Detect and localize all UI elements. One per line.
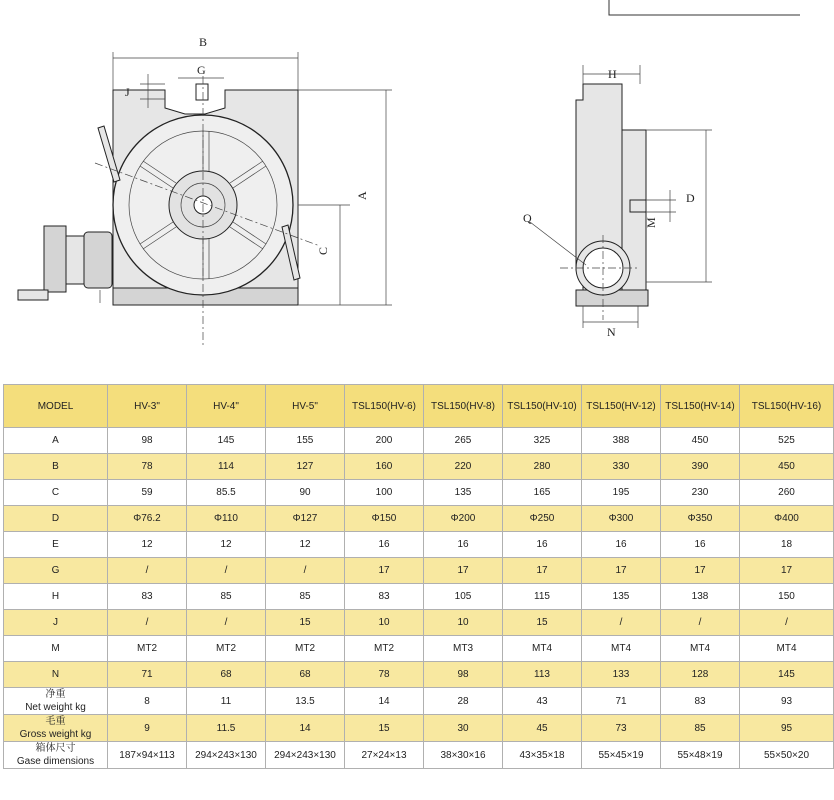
table-cell: 187×94×113 bbox=[108, 742, 187, 769]
side-view bbox=[523, 65, 712, 339]
table-cell: 68 bbox=[266, 662, 345, 688]
table-header-row bbox=[4, 385, 834, 428]
table-row-h bbox=[4, 584, 834, 610]
table-cell: 525 bbox=[740, 428, 834, 454]
table-cell: Φ110 bbox=[187, 506, 266, 532]
table-cell: 195 bbox=[582, 480, 661, 506]
table-cell: Φ300 bbox=[582, 506, 661, 532]
dim-label-c: C bbox=[316, 246, 330, 255]
table-cell: / bbox=[740, 610, 834, 636]
table-cell: / bbox=[108, 558, 187, 584]
table-cell: 16 bbox=[661, 532, 740, 558]
header-cell: HV-4" bbox=[187, 385, 266, 428]
table-cell: MT4 bbox=[661, 636, 740, 662]
row-label: N bbox=[4, 662, 108, 688]
table-cell: 390 bbox=[661, 454, 740, 480]
table-cell: 38×30×16 bbox=[424, 742, 503, 769]
spec-table bbox=[3, 384, 834, 769]
table-cell: MT3 bbox=[424, 636, 503, 662]
table-cell: 85 bbox=[266, 584, 345, 610]
table-cell: 85.5 bbox=[187, 480, 266, 506]
table-cell: 127 bbox=[266, 454, 345, 480]
table-cell: 83 bbox=[345, 584, 424, 610]
table-cell: 16 bbox=[503, 532, 582, 558]
table-row-m bbox=[4, 636, 834, 662]
table-cell: 85 bbox=[661, 715, 740, 742]
table-cell: 71 bbox=[108, 662, 187, 688]
row-label: C bbox=[4, 480, 108, 506]
table-cell: 330 bbox=[582, 454, 661, 480]
table-row-n bbox=[4, 662, 834, 688]
table-cell: 9 bbox=[108, 715, 187, 742]
header-cell: HV-3" bbox=[108, 385, 187, 428]
table-cell: 138 bbox=[661, 584, 740, 610]
row-label bbox=[4, 742, 108, 769]
table-cell: 128 bbox=[661, 662, 740, 688]
table-cell: Φ150 bbox=[345, 506, 424, 532]
frame-fragment bbox=[609, 0, 800, 15]
table-cell: 10 bbox=[424, 610, 503, 636]
table-cell: Φ76.2 bbox=[108, 506, 187, 532]
header-cell: TSL150(HV-6) bbox=[345, 385, 424, 428]
table-cell: 71 bbox=[582, 688, 661, 715]
table-cell: 15 bbox=[503, 610, 582, 636]
header-cell: HV-5" bbox=[266, 385, 345, 428]
table-cell: 55×45×19 bbox=[582, 742, 661, 769]
table-row-c bbox=[4, 480, 834, 506]
table-cell: 388 bbox=[582, 428, 661, 454]
dim-label-j: J bbox=[125, 85, 130, 99]
header-cell: TSL150(HV-16) bbox=[740, 385, 834, 428]
table-cell: 100 bbox=[345, 480, 424, 506]
table-cell: 17 bbox=[424, 558, 503, 584]
table-row-a bbox=[4, 428, 834, 454]
table-cell: 12 bbox=[187, 532, 266, 558]
table-cell: 155 bbox=[266, 428, 345, 454]
table-row-d bbox=[4, 506, 834, 532]
table-cell: 12 bbox=[266, 532, 345, 558]
table-row-g bbox=[4, 558, 834, 584]
table-cell: 16 bbox=[424, 532, 503, 558]
table-cell: 17 bbox=[582, 558, 661, 584]
table-cell: 294×243×130 bbox=[187, 742, 266, 769]
dim-label-q: Q bbox=[523, 211, 532, 225]
table-cell: 45 bbox=[503, 715, 582, 742]
table-cell: 28 bbox=[424, 688, 503, 715]
table-row-case-dimensions bbox=[4, 742, 834, 769]
row-label-en: Net weight kg bbox=[25, 702, 86, 713]
dim-label-m: M bbox=[644, 217, 658, 228]
table-cell: Φ250 bbox=[503, 506, 582, 532]
table-cell: 43 bbox=[503, 688, 582, 715]
table-cell: / bbox=[187, 610, 266, 636]
table-cell: 98 bbox=[108, 428, 187, 454]
table-cell: 230 bbox=[661, 480, 740, 506]
table-cell: MT4 bbox=[503, 636, 582, 662]
table-cell: 55×48×19 bbox=[661, 742, 740, 769]
table-cell: 265 bbox=[424, 428, 503, 454]
table-cell: 17 bbox=[661, 558, 740, 584]
row-label: D bbox=[4, 506, 108, 532]
row-label: B bbox=[4, 454, 108, 480]
table-cell: 135 bbox=[424, 480, 503, 506]
table-cell: MT2 bbox=[266, 636, 345, 662]
table-cell: 27×24×13 bbox=[345, 742, 424, 769]
table-cell: 14 bbox=[266, 715, 345, 742]
row-label: G bbox=[4, 558, 108, 584]
handwheel-flange bbox=[44, 226, 66, 292]
table-cell: 16 bbox=[582, 532, 661, 558]
key-slot bbox=[196, 84, 208, 100]
table-cell: 15 bbox=[345, 715, 424, 742]
table-cell: 200 bbox=[345, 428, 424, 454]
table-cell: 280 bbox=[503, 454, 582, 480]
table-cell: 83 bbox=[661, 688, 740, 715]
table-cell: 11.5 bbox=[187, 715, 266, 742]
header-cell: TSL150(HV-12) bbox=[582, 385, 661, 428]
dim-label-d: D bbox=[686, 191, 695, 205]
table-row-b bbox=[4, 454, 834, 480]
row-label-en: Gase dimensions bbox=[16, 756, 95, 767]
table-cell: 13.5 bbox=[266, 688, 345, 715]
row-label bbox=[4, 715, 108, 742]
crank-handle bbox=[18, 290, 48, 300]
table-cell: 260 bbox=[740, 480, 834, 506]
table-cell: 113 bbox=[503, 662, 582, 688]
table-cell: 133 bbox=[582, 662, 661, 688]
front-view bbox=[18, 35, 392, 345]
table-cell: 220 bbox=[424, 454, 503, 480]
table-cell: MT2 bbox=[187, 636, 266, 662]
table-cell: MT2 bbox=[108, 636, 187, 662]
row-label bbox=[4, 688, 108, 715]
table-cell: 18 bbox=[740, 532, 834, 558]
header-cell: MODEL bbox=[4, 385, 108, 428]
table-cell: 11 bbox=[187, 688, 266, 715]
table-cell: 43×35×18 bbox=[503, 742, 582, 769]
table-row-net-weight bbox=[4, 688, 834, 715]
table-cell: 78 bbox=[108, 454, 187, 480]
table-cell: 90 bbox=[266, 480, 345, 506]
table-cell: 55×50×20 bbox=[740, 742, 834, 769]
table-cell: / bbox=[661, 610, 740, 636]
table-row-j bbox=[4, 610, 834, 636]
table-cell: 14 bbox=[345, 688, 424, 715]
row-label-cn: 净重 bbox=[45, 689, 66, 700]
table-cell: 68 bbox=[187, 662, 266, 688]
technical-drawing bbox=[0, 0, 800, 372]
row-label: A bbox=[4, 428, 108, 454]
row-label: J bbox=[4, 610, 108, 636]
row-label-cn: 箱体尺寸 bbox=[35, 743, 76, 754]
table-cell: 83 bbox=[108, 584, 187, 610]
table-cell: 150 bbox=[740, 584, 834, 610]
table-cell: 115 bbox=[503, 584, 582, 610]
table-cell: Φ400 bbox=[740, 506, 834, 532]
dim-label-h: H bbox=[608, 67, 617, 81]
table-cell: 10 bbox=[345, 610, 424, 636]
table-cell: 12 bbox=[108, 532, 187, 558]
header-cell: TSL150(HV-8) bbox=[424, 385, 503, 428]
table-cell: 165 bbox=[503, 480, 582, 506]
table-row-gross-weight bbox=[4, 715, 834, 742]
header-cell: TSL150(HV-10) bbox=[503, 385, 582, 428]
table-cell: MT4 bbox=[582, 636, 661, 662]
header-cell: TSL150(HV-14) bbox=[661, 385, 740, 428]
table-cell: 95 bbox=[740, 715, 834, 742]
table-cell: 15 bbox=[266, 610, 345, 636]
table-cell: 325 bbox=[503, 428, 582, 454]
table-cell: 30 bbox=[424, 715, 503, 742]
table-cell: MT4 bbox=[740, 636, 834, 662]
table-cell: 17 bbox=[345, 558, 424, 584]
row-label: M bbox=[4, 636, 108, 662]
table-cell: 450 bbox=[661, 428, 740, 454]
table-cell: 16 bbox=[345, 532, 424, 558]
row-label-en: Gross weight kg bbox=[19, 729, 92, 740]
table-cell: 114 bbox=[187, 454, 266, 480]
row-label: H bbox=[4, 584, 108, 610]
row-label-cn: 毛重 bbox=[45, 716, 66, 727]
dim-label-a: A bbox=[355, 191, 369, 200]
table-row-e bbox=[4, 532, 834, 558]
table-cell: 160 bbox=[345, 454, 424, 480]
table-cell: 145 bbox=[187, 428, 266, 454]
row-label: E bbox=[4, 532, 108, 558]
table-cell: 85 bbox=[187, 584, 266, 610]
table-cell: 8 bbox=[108, 688, 187, 715]
table-cell: / bbox=[266, 558, 345, 584]
table-cell: / bbox=[108, 610, 187, 636]
table-cell: 73 bbox=[582, 715, 661, 742]
table-cell: 105 bbox=[424, 584, 503, 610]
table-cell: 450 bbox=[740, 454, 834, 480]
table-cell: Φ350 bbox=[661, 506, 740, 532]
table-cell: 78 bbox=[345, 662, 424, 688]
table-cell: 145 bbox=[740, 662, 834, 688]
dim-label-b: B bbox=[199, 35, 208, 49]
table-cell: 135 bbox=[582, 584, 661, 610]
dim-label-n: N bbox=[607, 325, 616, 339]
table-cell: / bbox=[187, 558, 266, 584]
table-cell: 17 bbox=[740, 558, 834, 584]
table-cell: 59 bbox=[108, 480, 187, 506]
table-cell: Φ127 bbox=[266, 506, 345, 532]
table-cell: 93 bbox=[740, 688, 834, 715]
table-cell: Φ200 bbox=[424, 506, 503, 532]
table-cell: MT2 bbox=[345, 636, 424, 662]
table-cell: 98 bbox=[424, 662, 503, 688]
table-cell: 294×243×130 bbox=[266, 742, 345, 769]
dim-label-g: G bbox=[197, 63, 206, 77]
table-cell: / bbox=[582, 610, 661, 636]
table-cell: 17 bbox=[503, 558, 582, 584]
